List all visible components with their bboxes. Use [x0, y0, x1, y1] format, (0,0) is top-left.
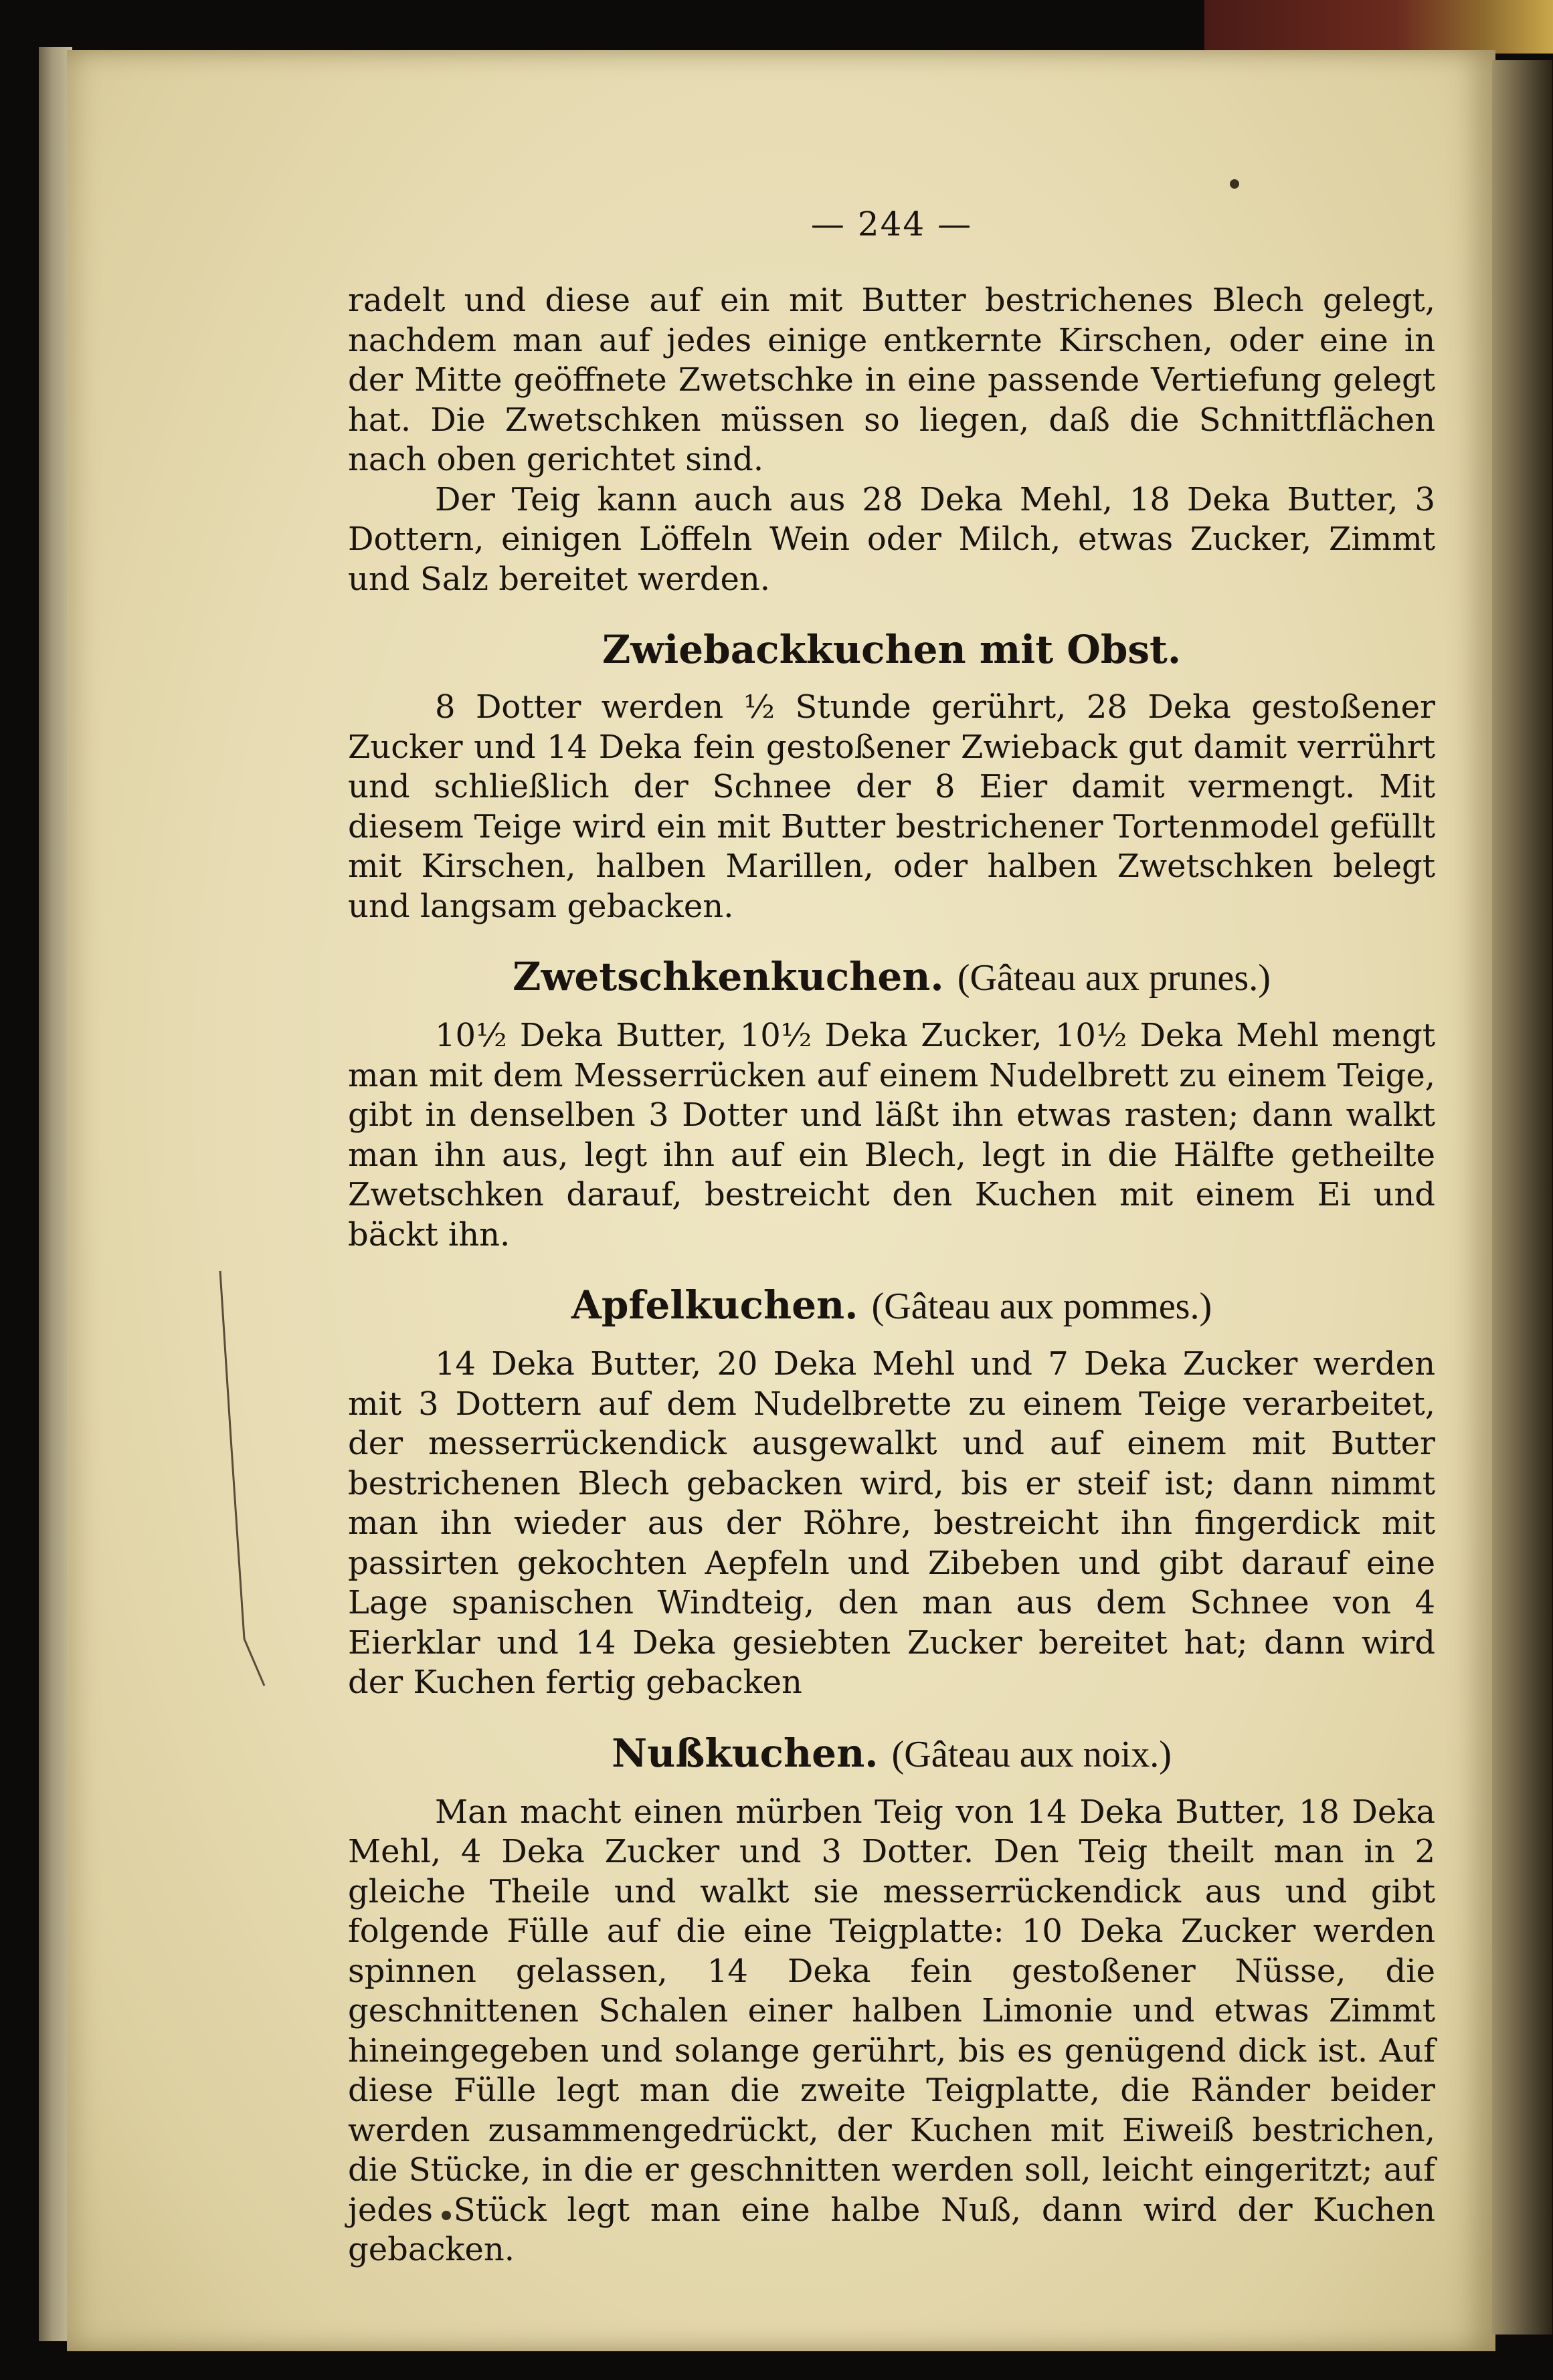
recipe-french-title: (Gâteau aux noix.): [891, 1733, 1172, 1775]
recipe-title: Zwiebackkuchen mit Obst.: [602, 627, 1182, 672]
paragraph: Man macht einen mürben Teig von 14 Deka Butter, 18 Deka Mehl, 4 Deka Zucker und 3 Dotter. Den Teig theilt man in 2 gleiche Theile und walkt sie messerrückendick aus und gibt folgende Fülle auf die eine Teigplatte: 10 Deka Zucker werden spinnen gelassen, 14 Deka fein gestoßener Nüsse, die geschnittenen Schalen einer halben Limonie und etwas Zimmt hineingegeben und solange gerührt, bis es genügend dick ist. Auf diese Fülle legt man die zweite Teigplatte, die Ränder beider werden zusammengedrückt, der Kuchen mit Eiweiß bestrichen, die Stücke, in die er geschnitten werden soll, leicht eingeritzt; auf jedes Stück legt man eine halbe Nuß, dann wird der Kuchen gebacken.: [348, 1793, 1435, 2268]
paragraph: 10½ Deka Butter, 10½ Deka Zucker, 10½ Deka Mehl mengt man mit dem Messerrücken auf einem Nudelbrett zu einem Teige, gibt in denselben 3 Dotter und läßt ihn etwas rasten; dann walkt man ihn aus, legt ihn auf ein Blech, legt in die Hälfte getheilte Zwetschken darauf, bestreicht den Kuchen mit einem Ei und bäckt ihn.: [348, 1017, 1435, 1254]
page-text: [348, 201, 1435, 2270]
recipe-heading: [348, 1282, 1435, 1330]
book-gutter-shadow: [1492, 60, 1552, 2335]
paragraph: 8 Dotter werden ½ Stunde gerührt, 28 Deka gestoßener Zucker und 14 Deka fein gestoßener Zwieback gut damit verrührt und schließlich der Schnee der 8 Eier damit vermengt. Mit diesem Teige wird ein mit Butter bestrichener Tortenmodel gefüllt mit Kirschen, halben Marillen, oder halben Zwetschken belegt und langsam gebacken.: [348, 688, 1435, 925]
ink-speck: [1230, 179, 1239, 189]
recipe-french-title: (Gâteau aux pommes.): [871, 1286, 1212, 1327]
recipe-heading: [348, 1730, 1435, 1778]
paragraph: radelt und diese auf ein mit Butter bestrichenes Blech gelegt, nachdem man auf jedes einige entkernte Kirschen, oder eine in der Mitte geöffnete Zwetschke in eine passende Vertiefung gelegt hat. Die Zwetschken müssen so liegen, daß die Schnittflächen nach oben gerichtet sind.: [348, 282, 1435, 478]
recipe-title: Zwetschkenkuchen.: [513, 954, 944, 999]
paragraph: 14 Deka Butter, 20 Deka Mehl und 7 Deka Zucker werden mit 3 Dottern auf dem Nudelbrette zu einem Teige verarbeitet, der messerrückendick ausgewalkt und auf einem mit Butter bestrichenen Blech gebacken wird, bis er steif ist; dann nimmt man ihn wieder aus der Röhre, bestreicht ihn fingerdick mit passirten gekochten Aepfeln und Zibeben und gibt darauf eine Lage spanischen Windteig, den man aus dem Schnee von 4 Eierklar und 14 Deka gesiebten Zucker bereitet hat; dann wird der Kuchen fertig gebacken: [348, 1345, 1435, 1701]
recipe-heading: [348, 626, 1435, 673]
recipe-title: Nußkuchen.: [612, 1730, 879, 1776]
book-cover-edge: [1204, 0, 1553, 54]
recipe-title: Apfelkuchen.: [571, 1282, 858, 1328]
paragraph: Der Teig kann auch aus 28 Deka Mehl, 18 Deka Butter, 3 Dottern, einigen Löffeln Wein oder Milch, etwas Zucker, Zimmt und Salz bereitet werden.: [348, 480, 1435, 598]
recipe-heading: [348, 953, 1435, 1001]
page-number: — 244 —: [810, 205, 973, 243]
recipe-french-title: (Gâteau aux prunes.): [957, 957, 1271, 999]
pencil-margin-mark: [217, 1264, 268, 1692]
